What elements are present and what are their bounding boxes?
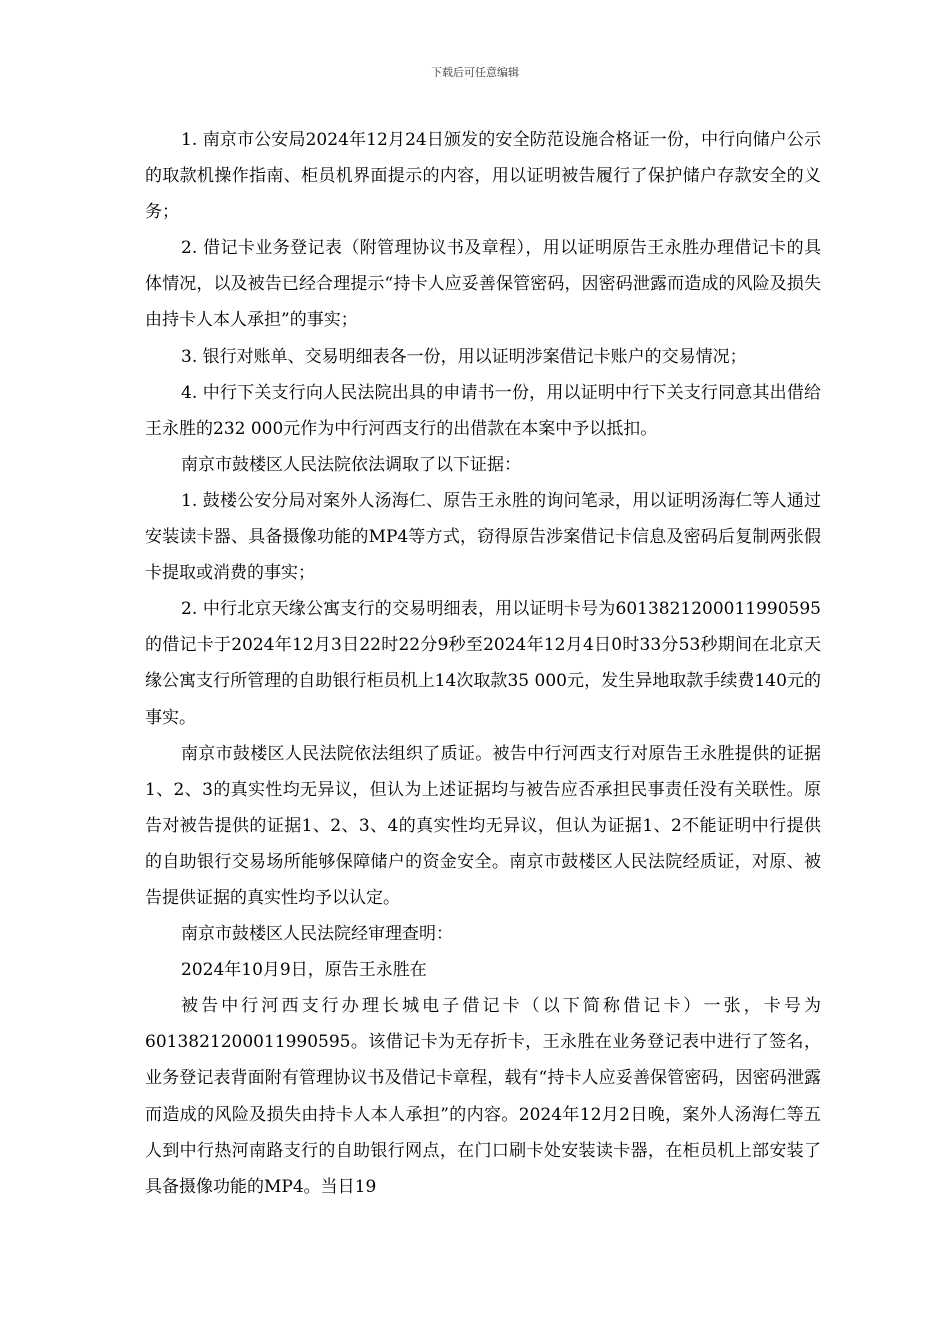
document-body (145, 122, 821, 1205)
paragraph-evidence-2: 2. 借记卡业务登记表（附管理协议书及章程），用以证明原告王永胜办理借记卡的具体情况，以及被告已经合理提示“持卡人应妥善保管密码，因密码泄露而造成的风险及损失由持卡人本人承担”的事实； (145, 238, 821, 331)
paragraph-court-evidence-1: 1. 鼓楼公安分局对案外人汤海仁、原告王永胜的询问笔录，用以证明汤海仁等人通过安装读卡器、具备摄像功能的MP4等方式，窃得原告涉案借记卡信息及密码后复制两张假卡提取或消费的事实； (145, 490, 821, 584)
paragraph-facts-heading: 南京市鼓楼区人民法院经审理查明： (181, 924, 453, 945)
paragraph-facts-detail: 被告中行河西支行办理长城电子借记卡（以下简称借记卡）一张，卡号为6013821200011990595。该借记卡为无存折卡，王永胜在业务登记表中进行了签名，业务登记表背面附有管理协议书及借记卡章程，载有“持卡人应妥善保管密码，因密码泄露而造成的风险及损失由持卡人本人承担”的内容。2024年12月2日晚，案外人汤海仁等五人到中行热河南路支行的自助银行网点，在门口刷卡处安装读卡器，在柜员机上部安装了具备摄像功能的MP4。当日19 (145, 996, 821, 1197)
page-header-note: 下载后可任意编辑 (431, 66, 519, 79)
paragraph-evidence-1: 1. 南京市公安局2024年12月24日颁发的安全防范设施合格证一份，中行向储户公示的取款机操作指南、柜员机界面提示的内容，用以证明被告履行了保护储户存款安全的义务； (145, 130, 821, 223)
paragraph-court-collected: 南京市鼓楼区人民法院依法调取了以下证据： (181, 454, 521, 475)
paragraph-evidence-3: 3. 银行对账单、交易明细表各一份，用以证明涉案借记卡账户的交易情况； (181, 346, 747, 367)
paragraph-facts-date: 2024年10月9日，原告王永胜在 (181, 960, 427, 981)
paragraph-court-evidence-2: 2. 中行北京天缘公寓支行的交易明细表，用以证明卡号为6013821200011990595的借记卡于2024年12月3日22时22分9秒至2024年12月4日0时33分53秒期间在北京天缘公寓支行所管理的自助银行柜员机上14次取款35 000元，发生异地取款手续费140元的事实。 (145, 599, 821, 728)
paragraph-evidence-4: 4. 中行下关支行向人民法院出具的申请书一份，用以证明中行下关支行同意其出借给王永胜的232 000元作为中行河西支行的出借款在本案中予以抵扣。 (145, 382, 821, 439)
paragraph-cross-examination: 南京市鼓楼区人民法院依法组织了质证。被告中行河西支行对原告王永胜提供的证据1、2、3的真实性均无异议，但认为上述证据均与被告应否承担民事责任没有关联性。原告对被告提供的证据1、2、3、4的真实性均无异议，但认为证据1、2不能证明中行提供的自助银行交易场所能够保障储户的资金安全。南京市鼓楼区人民法院经质证，对原、被告提供证据的真实性均予以认定。 (145, 743, 821, 908)
